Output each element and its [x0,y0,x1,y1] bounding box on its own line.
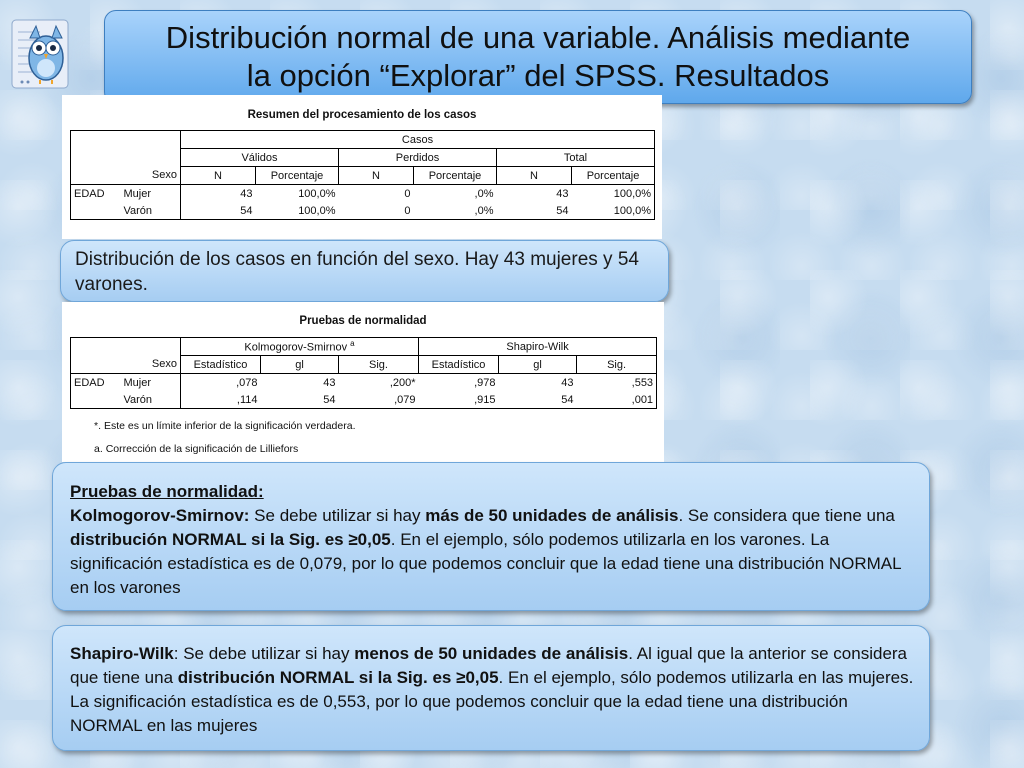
column-header: Sig. [339,356,419,374]
table-cell: 0 [339,202,414,220]
group-header: Perdidos [339,149,497,167]
table-cell: ,915 [419,391,499,409]
footnote-text: Corrección de la significación de Lilliefors [105,443,299,455]
group-header: Total [497,149,655,167]
table-cell: ,978 [474,376,496,389]
table-cell: ,114 [181,391,261,409]
row-label: Varón [121,391,181,409]
table-cell: 0 [404,187,411,200]
table-cell: ,200* [389,376,416,389]
column-header: gl [499,356,577,374]
shapiro-wilk-callout [52,625,930,751]
column-header: Estadístico [419,356,499,374]
table-cell: 100,0% [298,187,336,200]
normality-tests [62,302,664,462]
table-cell: 54 [261,391,339,409]
footnote-text: Este es un límite inferior de la significación verdadera. [103,420,356,432]
footnote-mark: *. [94,420,102,432]
table-cell: ,078 [181,374,261,392]
callout-heading: Pruebas de normalidad: [70,482,264,501]
group-header: Válidos [181,149,339,167]
column-header: Porcentaje [256,167,339,185]
title-line-1: Distribución normal de una variable. Análisis mediante [165,20,911,55]
table-row [71,202,655,220]
slide-title [104,10,972,104]
table-cell: 100,0% [572,202,655,220]
column-header: N [497,167,572,185]
table-row [71,185,655,203]
table-cell: 43 [556,187,569,200]
column-header: Estadístico [181,356,261,374]
table-cell: 54 [497,202,572,220]
table-cell: ,0% [414,202,497,220]
table-cell: ,001 [577,391,657,409]
table-cell: ,553 [577,374,657,392]
group-header: Shapiro-Wilk [419,338,657,356]
casos-header: Casos [181,131,655,149]
summary-table [70,130,655,220]
column-header: Sig. [577,356,657,374]
case-distribution-callout [60,240,669,302]
footnote-mark: a. [94,443,103,455]
table-cell: 43 [323,376,336,389]
row-header: Sexo [121,167,181,185]
variable-label: EDAD [71,185,121,203]
table-row [71,374,657,392]
normality-table [70,337,657,409]
title-line-2: la opción “Explorar” del SPSS. Resultados [246,58,830,93]
table-row [71,391,657,409]
footnote-mark: a [350,339,355,349]
column-header: N [339,167,414,185]
table-cell: 43 [561,376,574,389]
row-header: Sexo [121,356,181,374]
column-header: Porcentaje [572,167,655,185]
table-caption: Resumen del procesamiento de los casos [247,109,477,121]
footnote [94,420,355,432]
column-header: gl [261,356,339,374]
table-cell: 54 [499,391,577,409]
table-cell: 43 [181,185,256,203]
table-caption: Pruebas de normalidad [299,315,427,327]
footnote [94,443,298,455]
row-label: Mujer [123,187,152,200]
callout-body [70,642,915,738]
owl-logo [10,18,70,90]
row-label: Mujer [123,376,152,389]
table-cell: 100,0% [572,185,655,203]
callout-paragraph: Kolmogorov-Smirnov: Se debe utilizar si hay más de 50 unidades de análisis. Se considera que tiene una distribución NORMAL si la Sig. es ≥0,05. En el ejemplo, sólo podemos utilizarla en los varones. La significación estadística es de 0,079, por lo que podemos concluir que la edad tiene una distribución NORMAL en los varones [70,506,901,597]
variable-label: EDAD [71,374,121,392]
case-processing-summary [62,95,662,239]
kolmogorov-smirnov-callout [52,462,930,611]
callout-text: Distribución de los casos en función del sexo. Hay 43 mujeres y 54 varones. [75,249,639,295]
owl-icon [10,18,70,90]
row-label: Varón [121,202,181,220]
table-cell: ,0% [474,187,494,200]
column-header: Porcentaje [414,167,497,185]
table-cell: 100,0% [256,202,339,220]
table-cell: ,079 [339,391,419,409]
table-cell: 54 [181,202,256,220]
callout-paragraph: Shapiro-Wilk: Se debe utilizar si hay menos de 50 unidades de análisis. Al igual que la anterior se considera que tiene una distribución NORMAL si la Sig. es ≥0,05. En el ejemplo, sólo podemos utilizarla en las mujeres. La significación estadística es de 0,553, por lo que podemos concluir que la edad tiene una distribución NORMAL en las mujeres [70,644,914,735]
callout-body [70,480,915,600]
group-header: Kolmogorov-Smirnov $^a$ [181,338,419,356]
column-header: N [181,167,256,185]
